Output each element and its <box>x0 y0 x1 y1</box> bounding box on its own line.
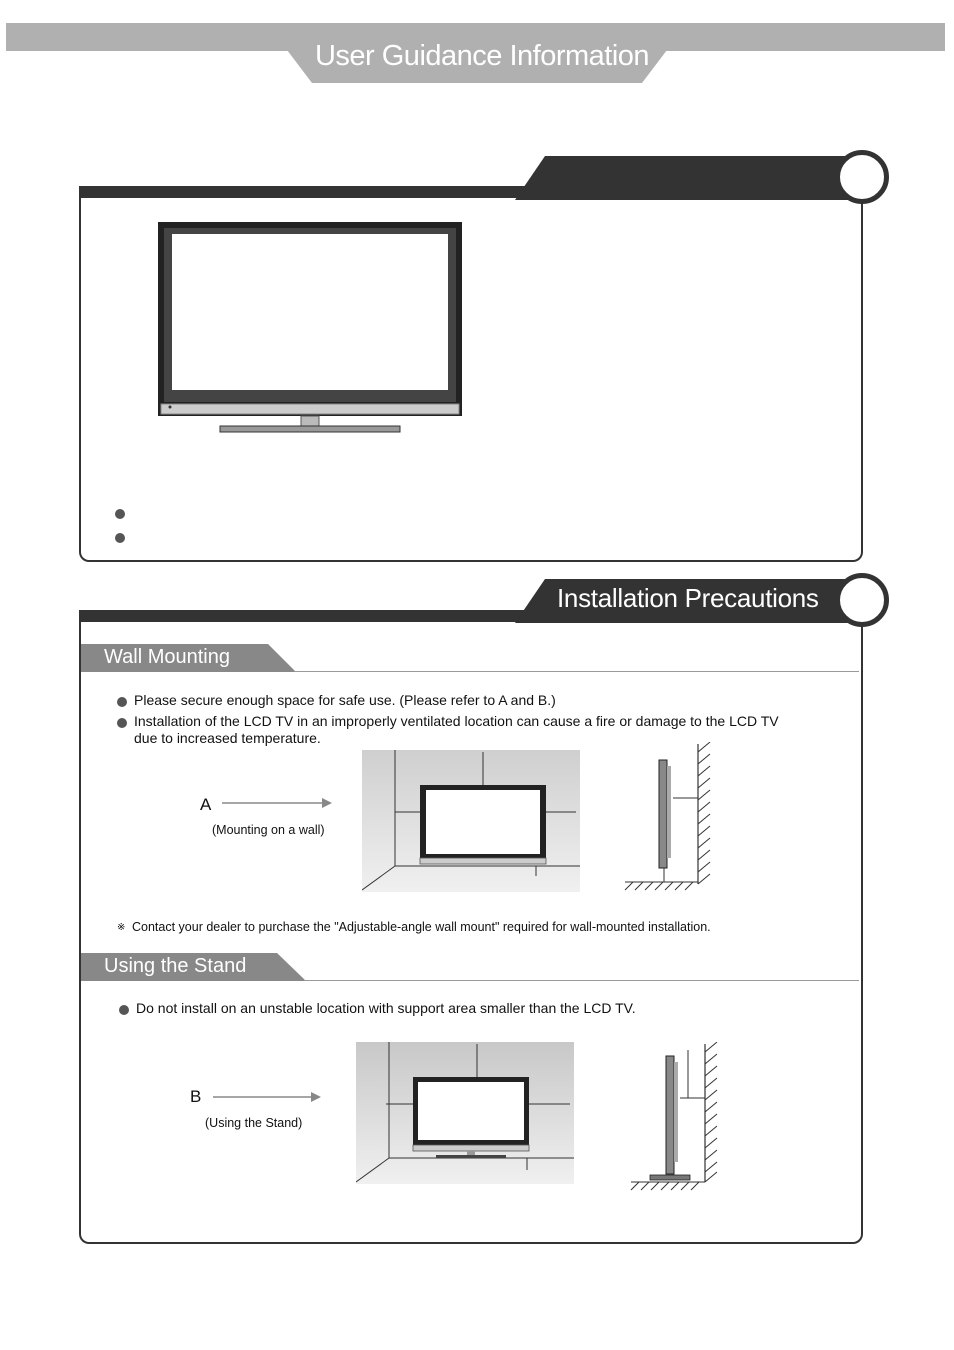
bullet-dot <box>119 1005 129 1015</box>
wall-mount-side-view <box>620 742 715 892</box>
divider <box>304 980 859 981</box>
label-a: A <box>200 795 212 814</box>
bullet-dot <box>115 509 125 519</box>
section1-tab <box>515 156 865 200</box>
bullet-dot <box>117 718 127 728</box>
section2-title: Installation Precautions <box>557 583 819 613</box>
using-stand-heading: Using the Stand <box>104 955 247 977</box>
wall-note: Contact your dealer to purchase the "Adjustable-angle wall mount" required for wall-mounted installation. <box>132 920 711 934</box>
bullet-dot <box>117 697 127 707</box>
stand-bullet: Do not install on an unstable location with support area smaller than the LCD TV. <box>136 1000 636 1016</box>
bullet-dot <box>115 533 125 543</box>
stand-scene <box>356 1042 574 1184</box>
tv-front-illustration <box>155 220 465 438</box>
stand-side-view <box>626 1042 721 1192</box>
wall-bullet-2: Installation of the LCD TV in an improperly ventilated location can cause a fire or damage to the LCD TV <box>134 713 779 729</box>
arrow-b <box>211 1090 326 1104</box>
section1-circle <box>835 150 889 204</box>
wall-bullet-2-cont: due to increased temperature. <box>134 730 321 746</box>
page-title: User Guidance Information <box>314 40 650 72</box>
note-mark: ※ <box>117 922 126 933</box>
arrow-a <box>220 796 335 810</box>
label-b: B <box>190 1087 202 1106</box>
wall-bullet-1: Please secure enough space for safe use. (Please refer to A and B.) <box>134 692 556 708</box>
wall-mounting-heading: Wall Mounting <box>104 646 230 668</box>
caption-a: (Mounting on a wall) <box>212 823 325 837</box>
caption-b: (Using the Stand) <box>205 1116 303 1130</box>
wall-mount-scene <box>362 750 580 892</box>
divider <box>294 671 859 672</box>
section2-circle <box>835 573 889 627</box>
